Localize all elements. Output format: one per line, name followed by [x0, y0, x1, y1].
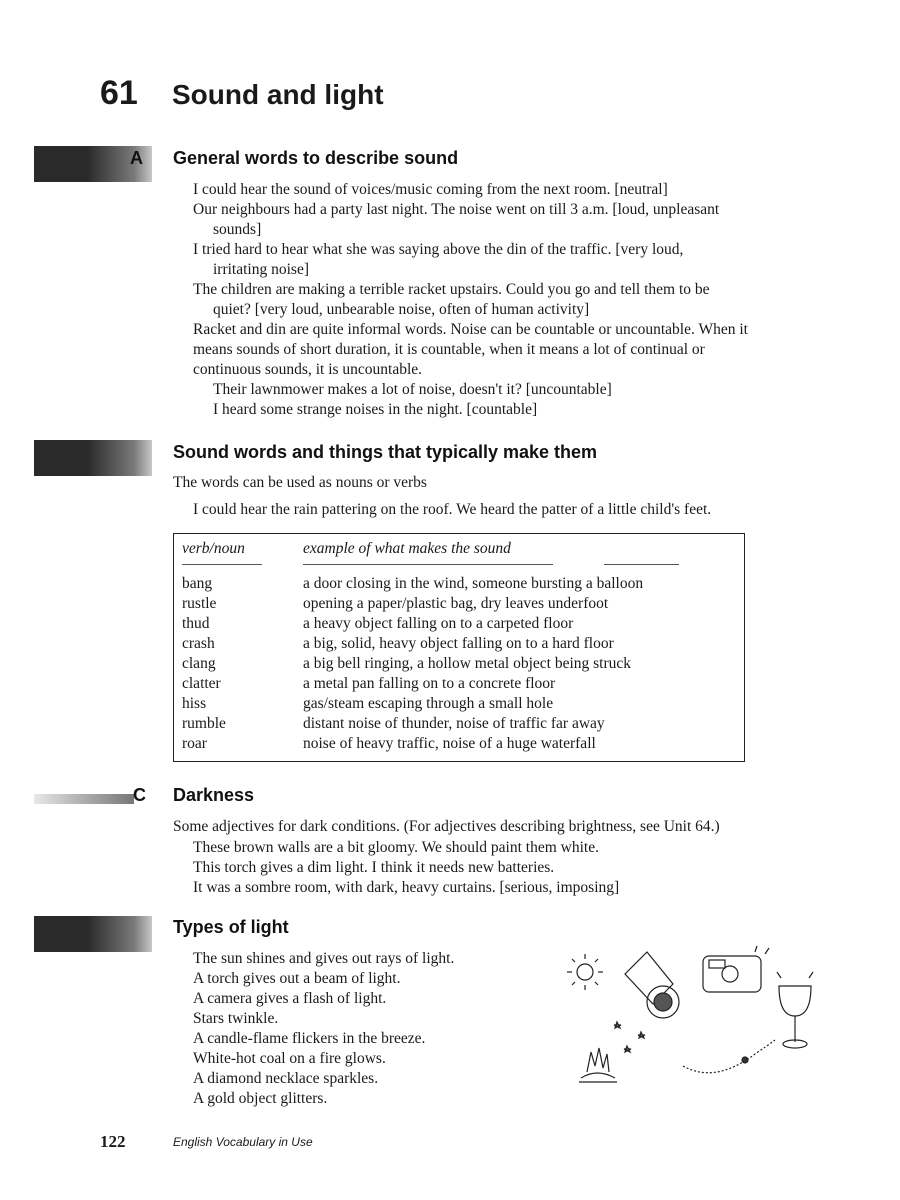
section-d-body: [193, 949, 553, 1109]
candle-fire-icon: [579, 1048, 617, 1082]
sun-icon: [567, 954, 603, 990]
table-example: a big, solid, heavy object falling on to a hard floor: [303, 635, 614, 652]
table-word: clatter: [182, 675, 221, 692]
text-line: This torch gives a dim light. I think it needs new batteries.: [193, 859, 555, 876]
text-line: It was a sombre room, with dark, heavy curtains. [serious, imposing]: [193, 879, 620, 896]
table-header-example: example of what makes the sound: [303, 540, 511, 557]
text-line: A camera gives a flash of light.: [193, 990, 387, 1007]
text-line: A torch gives out a beam of light.: [193, 970, 401, 987]
table-example: a metal pan falling on to a concrete floor: [303, 675, 556, 692]
section-c-title: Darkness: [173, 785, 255, 805]
table-word: hiss: [182, 695, 207, 712]
text-line: White-hot coal on a fire glows.: [193, 1050, 386, 1067]
text-line: I could hear the sound of voices/music coming from the next room. [neutral]: [193, 181, 668, 198]
table-example: gas/steam escaping through a small hole: [303, 695, 554, 712]
book-title: English Vocabulary in Use: [173, 1135, 313, 1149]
torch-icon: [625, 952, 679, 1018]
stars-icon: [614, 1022, 645, 1052]
table-example: a door closing in the wind, someone bursting a balloon: [303, 575, 644, 592]
text-line: A diamond necklace sparkles.: [193, 1070, 379, 1087]
section-c-body: [193, 838, 853, 898]
section-c-intro: Some adjectives for dark conditions. (For adjectives describing brightness, see Unit 64.): [173, 818, 720, 835]
text-line: irritating noise]: [213, 261, 309, 278]
section-b-intro: The words can be used as nouns or verbs: [173, 474, 427, 491]
table-row: [182, 674, 555, 694]
camera-icon: [703, 946, 769, 992]
header-rule: [303, 564, 553, 565]
text-line: quiet? [very loud, unbearable noise, often of human activity]: [213, 301, 590, 318]
table-example: opening a paper/plastic bag, dry leaves underfoot: [303, 595, 609, 612]
table-example: distant noise of thunder, noise of traffic far away: [303, 715, 605, 732]
header-rule: [604, 564, 679, 565]
section-d-marker: [34, 916, 152, 952]
section-b-title: Sound words and things that typically make them: [173, 442, 598, 462]
text-line: I heard some strange noises in the night. [countable]: [213, 401, 538, 418]
sound-words-table: [173, 533, 745, 762]
table-word: rustle: [182, 595, 217, 612]
wine-glass-icon: [777, 972, 813, 1048]
table-word: clang: [182, 655, 216, 672]
text-line: continuous sounds, it is uncountable.: [193, 361, 423, 378]
text-line: I tried hard to hear what she was saying above the din of the traffic. [very loud,: [193, 241, 684, 258]
text-line: The sun shines and gives out rays of light.: [193, 950, 455, 967]
text-line: Racket and din are quite informal words. Noise can be countable or uncountable. When it: [193, 321, 748, 338]
table-example: a heavy object falling on to a carpeted floor: [303, 615, 574, 632]
text-line: means sounds of short duration, it is countable, when it means a lot of continual or: [193, 341, 705, 358]
table-example: noise of heavy traffic, noise of a huge waterfall: [303, 735, 596, 752]
header-rule: [182, 564, 262, 565]
section-c-marker: [34, 794, 134, 804]
light-sources-illustration: [555, 944, 825, 1094]
section-a-body: [193, 180, 873, 420]
text-line: Our neighbours had a party last night. The noise went on till 3 a.m. [loud, unpleasant: [193, 201, 720, 218]
table-header-word: verb/noun: [182, 540, 245, 557]
section-c-letter: C: [133, 785, 146, 805]
table-word: rumble: [182, 715, 226, 732]
table-example: a big bell ringing, a hollow metal object being struck: [303, 655, 632, 672]
necklace-icon: [683, 1040, 775, 1073]
section-a-title: General words to describe sound: [173, 148, 459, 168]
table-row: [182, 594, 608, 614]
table-word: thud: [182, 615, 210, 632]
table-word: bang: [182, 575, 213, 592]
table-row: [182, 614, 573, 634]
page-number: 122: [100, 1132, 126, 1151]
section-b-marker: [34, 440, 152, 476]
text-line: A candle-flame flickers in the breeze.: [193, 1030, 426, 1047]
section-d-title: Types of light: [173, 917, 289, 937]
table-word: roar: [182, 735, 207, 752]
table-word: crash: [182, 635, 215, 652]
text-line: These brown walls are a bit gloomy. We should paint them white.: [193, 839, 599, 856]
text-line: Their lawnmower makes a lot of noise, doesn't it? [uncountable]: [213, 381, 612, 398]
text-line: The children are making a terrible racket upstairs. Could you go and tell them to be: [193, 281, 710, 298]
text-line: Stars twinkle.: [193, 1010, 279, 1027]
text-line: A gold object glitters.: [193, 1090, 328, 1107]
table-row: [182, 734, 596, 754]
table-row: [182, 634, 614, 654]
section-b-example: I could hear the rain pattering on the roof. We heard the patter of a little child's feet.: [193, 501, 712, 518]
unit-header: [100, 74, 384, 113]
table-row: [182, 714, 605, 734]
table-row: [182, 694, 553, 714]
section-a-letter: A: [130, 148, 143, 168]
unit-title: Sound and light: [172, 79, 384, 110]
unit-number: 61: [100, 74, 138, 112]
table-row: [182, 574, 643, 594]
table-row: [182, 654, 631, 674]
text-line: sounds]: [213, 221, 262, 238]
